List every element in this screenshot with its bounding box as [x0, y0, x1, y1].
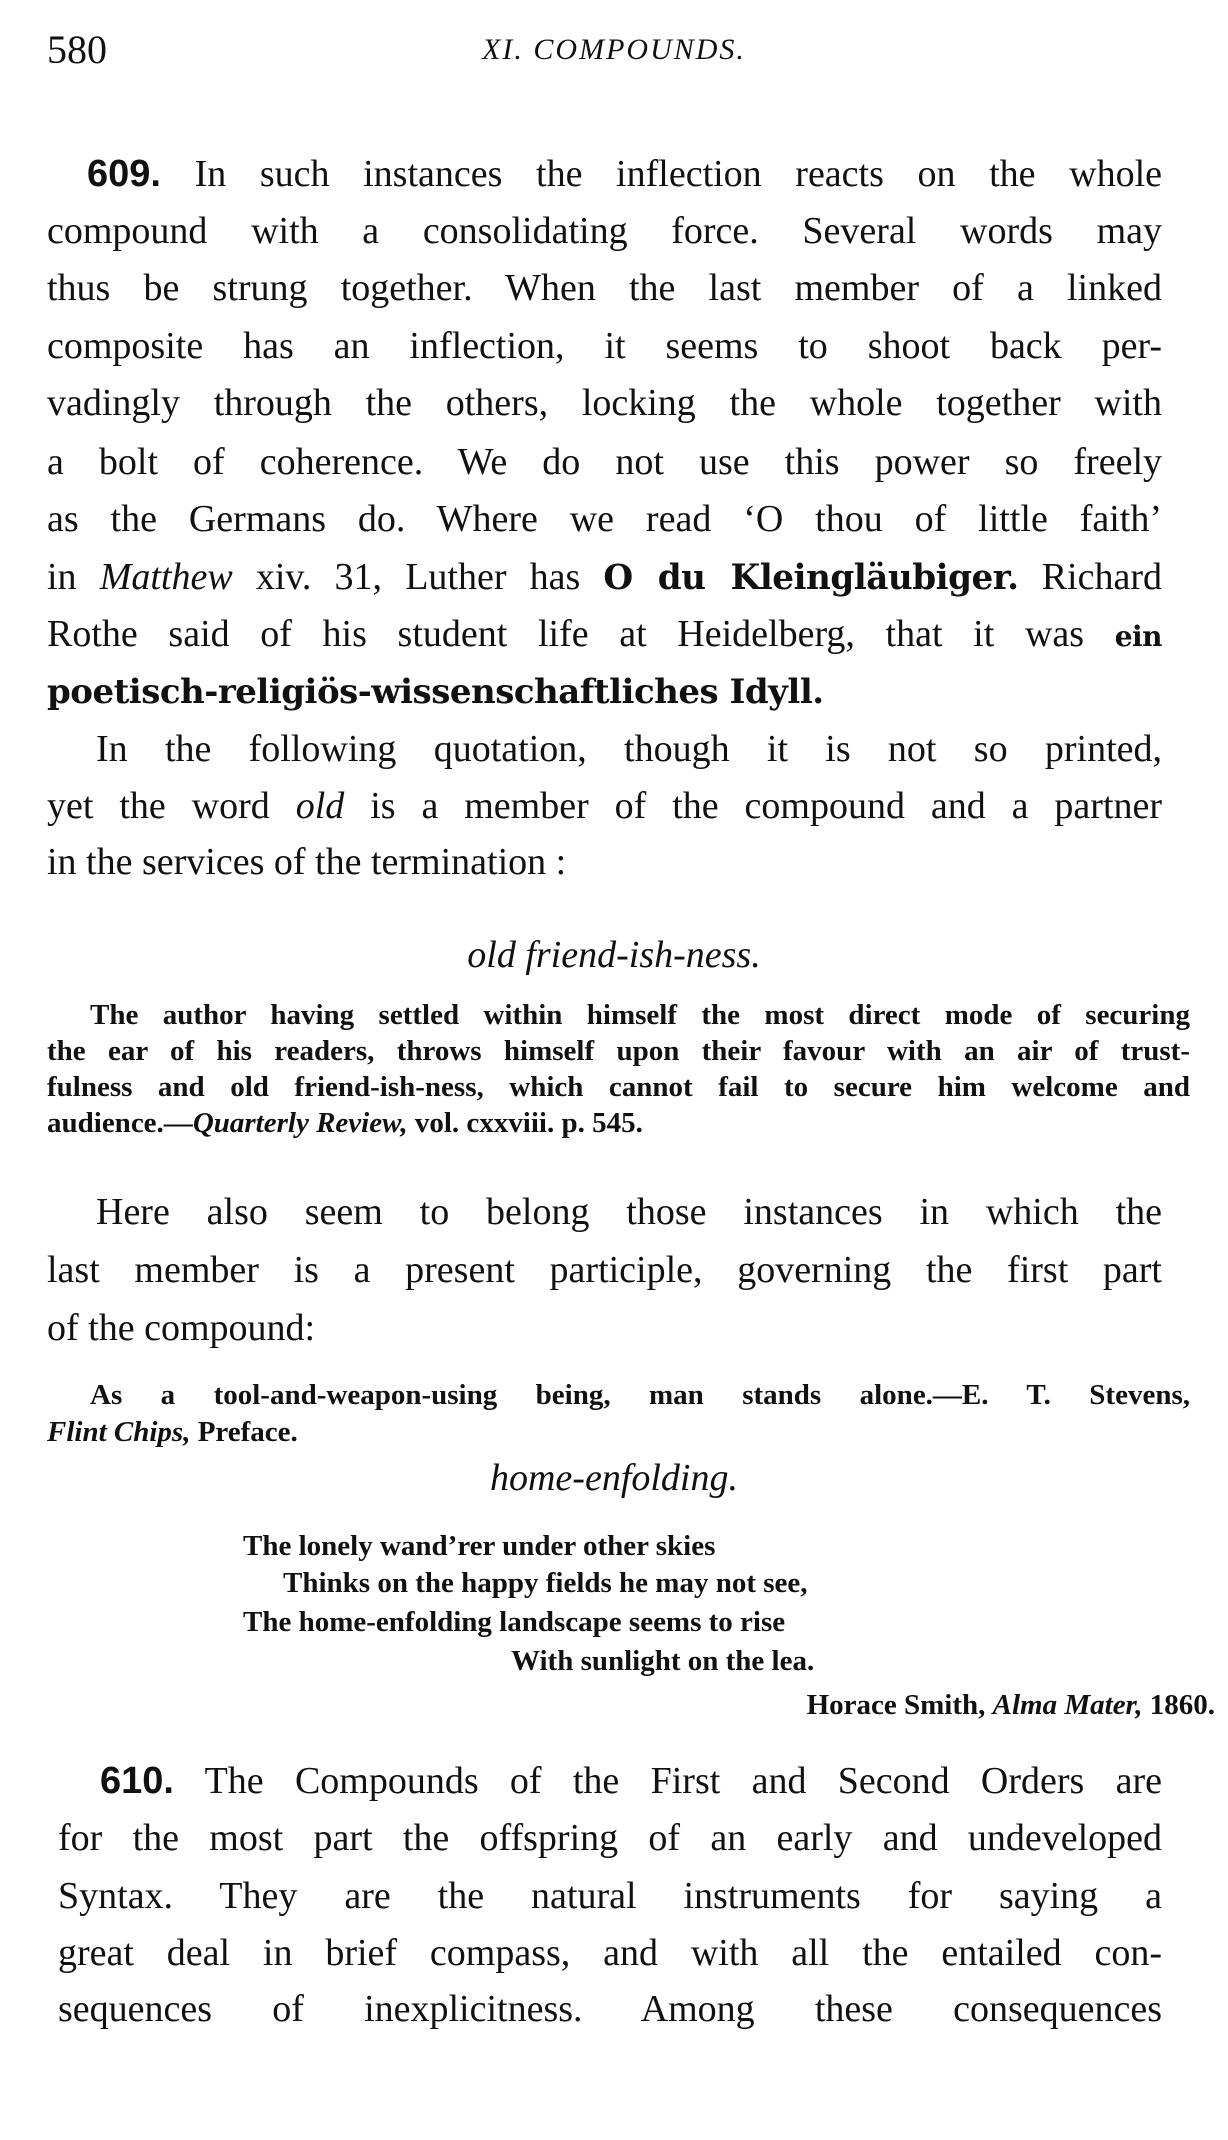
text-line: great deal in brief compass, and with all the entailed con-: [58, 1932, 1162, 1974]
text-line: a bolt of coherence. We do not use this power so freely: [47, 441, 1162, 483]
section-number: 609.: [87, 153, 161, 195]
text-line: for the most part the offspring of an early and undeveloped: [58, 1817, 1162, 1859]
text-line: Syntax. They are the natural instruments for saying a: [58, 1875, 1162, 1917]
text-line: [100, 1753, 1162, 1809]
text: 1860.: [1149, 1689, 1215, 1721]
quote-line: As a tool-and-weapon-using being, man stands alone.—E. T. Stevens,: [90, 1379, 1190, 1411]
poem-line: The lonely wand’rer under other skies: [243, 1530, 716, 1562]
text: xiv. 31, Luther has: [255, 556, 581, 598]
emphasis: old: [295, 785, 345, 827]
quote-line: [47, 1105, 1147, 1141]
citation: Matthew: [99, 556, 233, 598]
text-line: In the following quotation, though it is not so printed,: [96, 728, 1162, 770]
citation: Alma Mater,: [992, 1689, 1143, 1721]
quote-line: The author having settled within himself the most direct mode of securing: [90, 999, 1190, 1031]
citation: Flint Chips,: [47, 1416, 191, 1448]
text: Preface.: [197, 1416, 298, 1448]
example-heading: home-enfolding.: [489, 1457, 738, 1499]
text: yet the word: [47, 785, 270, 827]
citation: Quarterly Review,: [192, 1107, 408, 1139]
text-line: compound with a consolidating force. Several words may: [47, 210, 1162, 252]
text-line: last member is a present participle, governing the first part: [47, 1249, 1162, 1291]
quote-line: the ear of his readers, throws himself upon their favour with an air of trust-: [47, 1035, 1190, 1067]
text: The Compounds of the First and Second Orders are: [204, 1760, 1162, 1802]
running-title: XI. COMPOUNDS.: [482, 33, 746, 66]
text: is a member of the compound and a partner: [370, 785, 1163, 827]
text-line: [47, 606, 1162, 662]
text-line: of the compound:: [47, 1307, 316, 1349]
german-word: ein: [1114, 620, 1162, 653]
quote-line: fulness and old friend-ish-ness, which cannot fail to secure him welcome and: [47, 1071, 1190, 1103]
quote-line: [47, 1414, 1147, 1450]
text-line: [87, 146, 1162, 202]
text-line: thus be strung together. When the last member of a linked: [47, 267, 1162, 309]
text-line: [47, 549, 1162, 605]
poem-line: With sunlight on the lea.: [511, 1645, 815, 1677]
example-heading: old friend-ish-ness.: [467, 934, 761, 976]
poem-line: Thinks on the happy fields he may not see,: [283, 1567, 808, 1599]
text: vol. cxxviii. p. 545.: [414, 1107, 643, 1139]
text-line: as the Germans do. Where we read ‘O thou of little faith’: [47, 498, 1162, 540]
text-line: Here also seem to belong those instances in which the: [96, 1191, 1162, 1233]
german-quote: O du Kleingläubiger.: [603, 558, 1019, 598]
section-number: 610.: [100, 1760, 174, 1802]
text: Richard: [1041, 556, 1162, 598]
text: Horace Smith,: [806, 1689, 986, 1721]
text: audience.—: [47, 1107, 193, 1139]
text-line: sequences of inexplicitness. Among these consequences: [58, 1988, 1162, 2030]
text: Rothe said of his student life at Heidelberg, that it was: [47, 613, 1085, 655]
german-quote: poetisch-religiös-wissenschaftliches Idyll.: [47, 672, 824, 712]
page-number: 580: [47, 27, 107, 72]
text-line: [47, 778, 1162, 834]
text-line: in the services of the termination :: [47, 841, 567, 883]
text: in: [47, 556, 77, 598]
text-line: composite has an inflection, it seems to shoot back per-: [47, 325, 1162, 367]
text: In such instances the inflection reacts on the whole: [194, 153, 1163, 195]
text-line: vadingly through the others, locking the whole together with: [47, 382, 1162, 424]
poem-line: The home-enfolding landscape seems to rise: [243, 1606, 786, 1638]
poem-attribution: [0, 1687, 1215, 1723]
